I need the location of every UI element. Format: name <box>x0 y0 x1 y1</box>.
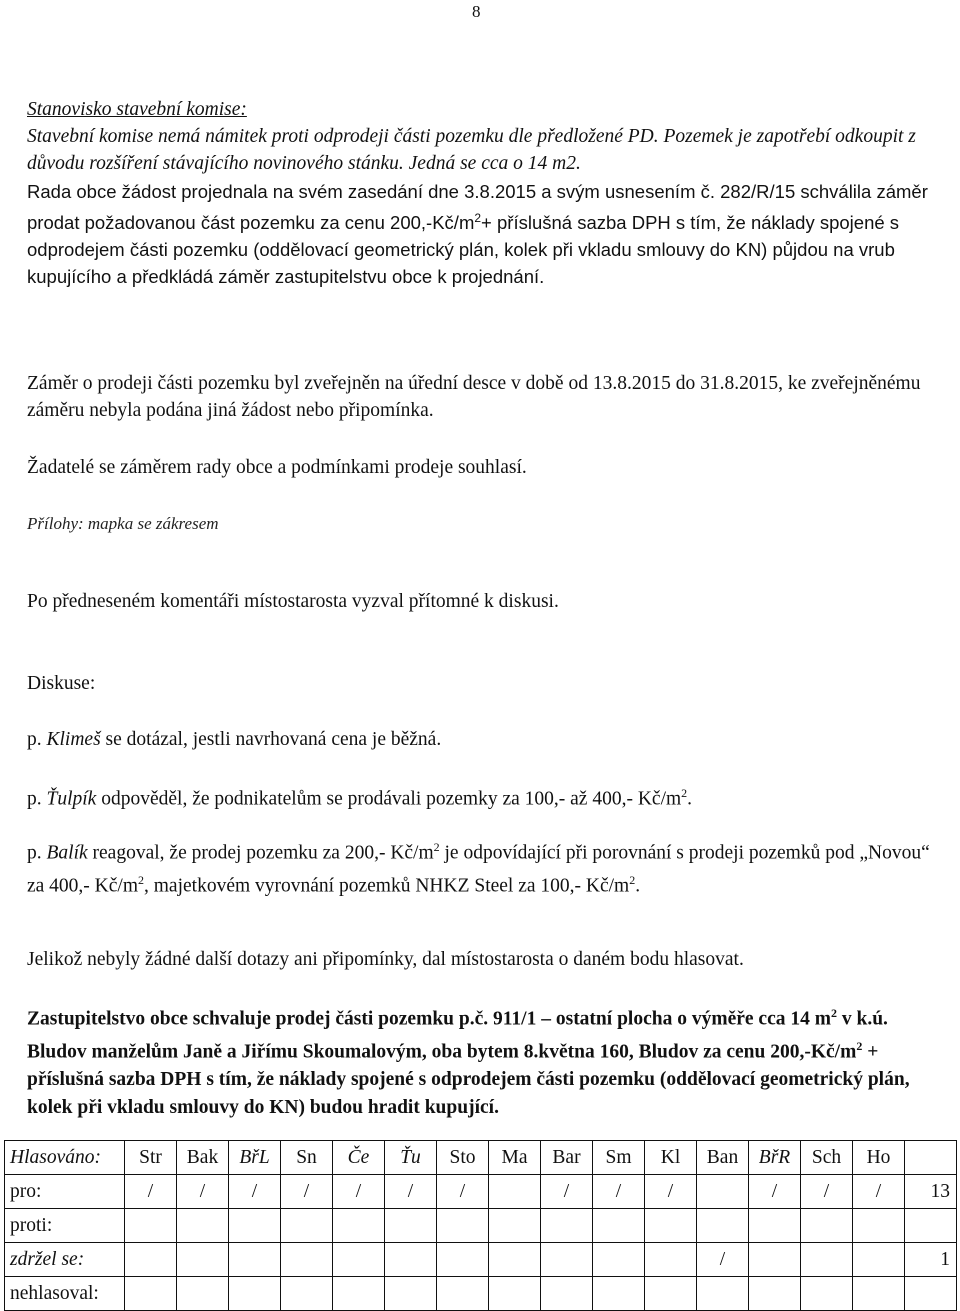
vote-cell <box>489 1209 541 1243</box>
vote-cell <box>853 1277 905 1311</box>
vote-cell <box>645 1209 697 1243</box>
member-3: Sn <box>281 1141 333 1175</box>
vote-cell <box>697 1175 749 1209</box>
member-6: Sto <box>437 1141 489 1175</box>
member-12: BřR <box>749 1141 801 1175</box>
resolution-text-3: + příslušná sazba DPH s tím, že náklady spojené s odprodejem části pozemku (oddělovací geometrický plán, kolek při vkladu smlouvy do KN) budou hradit kupující. <box>27 1041 910 1118</box>
vote-cell: / <box>541 1175 593 1209</box>
vote-row <box>5 1277 957 1311</box>
vote-cell: / <box>853 1175 905 1209</box>
item-sup-1: 2 <box>433 840 440 854</box>
vote-cell <box>801 1209 853 1243</box>
member-8: Bar <box>541 1141 593 1175</box>
vote-cell <box>697 1277 749 1311</box>
vote-header-row <box>5 1141 957 1175</box>
vote-cell: / <box>125 1175 177 1209</box>
vote-cell <box>437 1209 489 1243</box>
speaker-name: Balík <box>46 842 88 864</box>
item-end: . <box>687 788 693 810</box>
member-7: Ma <box>489 1141 541 1175</box>
vote-cell: / <box>749 1175 801 1209</box>
vote-total: 13 <box>905 1175 957 1209</box>
vote-cell <box>489 1243 541 1277</box>
item-prefix: p. <box>27 729 47 750</box>
item-text-2: je odpovídající při porovnání s prodeji pozemků pod „Novou“ za 400,- Kč/m <box>27 842 930 896</box>
item-prefix: p. <box>27 788 47 810</box>
committee-heading: Stanovisko stavební komise: <box>27 99 247 120</box>
member-11: Ban <box>697 1141 749 1175</box>
vote-cell <box>801 1277 853 1311</box>
total-header <box>905 1141 957 1175</box>
vote-cell <box>333 1209 385 1243</box>
vote-cell <box>749 1243 801 1277</box>
vote-cell <box>333 1243 385 1277</box>
vote-cell <box>385 1209 437 1243</box>
resolution-text-1: Zastupitelstvo obce schvaluje prodej části pozemku p.č. 911/1 – ostatní plocha o výměře cca 14 m <box>27 1008 831 1030</box>
vote-cell <box>801 1243 853 1277</box>
member-10: Kl <box>645 1141 697 1175</box>
vote-cell <box>177 1209 229 1243</box>
committee-section <box>27 96 937 177</box>
vote-header-label: Hlasováno: <box>5 1141 125 1175</box>
member-4: Če <box>333 1141 385 1175</box>
vote-cell: / <box>437 1175 489 1209</box>
vote-cell <box>385 1277 437 1311</box>
vote-cell: / <box>385 1175 437 1209</box>
member-13: Sch <box>801 1141 853 1175</box>
item-text: odpověděl, že podnikatelům se prodávali pozemky za 100,- až 400,- Kč/m <box>96 788 682 810</box>
council-paragraph <box>27 178 937 290</box>
vote-cell: / <box>333 1175 385 1209</box>
member-14: Ho <box>853 1141 905 1175</box>
vote-total: 1 <box>905 1243 957 1277</box>
applicants-paragraph: Žadatelé se záměrem rady obce a podmínkami prodeje souhlasí. <box>27 457 527 478</box>
publication-paragraph: Záměr o prodeji části pozemku byl zveřejněn na úřední desce v době od 13.8.2015 do 31.8.2015, ke zveřejněnému záměru nebyla podána jiná žádost nebo připomínka. <box>27 373 921 421</box>
committee-text: Stavební komise nemá námitek proti odprodeji části pozemku dle předložené PD. Pozemek je zapotřebí odkoupit z důvodu rozšíření stávajícího novinového stánku. Jedná se cca o 14 m2. <box>27 126 916 174</box>
vote-cell <box>853 1209 905 1243</box>
council-text-1: Rada obce žádost projednala na svém zasedání dne 3.8.2015 a svým usnesením č. 282/R/15 schválila záměr prodat požadovanou část pozemku za cenu 200,-Kč/m <box>27 181 928 234</box>
vote-cell <box>541 1277 593 1311</box>
discussion-item-tulpik <box>27 780 937 813</box>
member-2: BřL <box>229 1141 281 1175</box>
vote-cell <box>229 1243 281 1277</box>
vote-cell <box>437 1277 489 1311</box>
discussion-item-balik <box>27 834 937 899</box>
vote-cell <box>541 1243 593 1277</box>
vote-total <box>905 1209 957 1243</box>
vote-cell <box>177 1277 229 1311</box>
vote-cell <box>281 1277 333 1311</box>
vote-table-body <box>5 1141 957 1311</box>
item-sup-2: 2 <box>138 872 145 887</box>
vote-total <box>905 1277 957 1311</box>
page-number: 8 <box>472 2 481 21</box>
resolution-paragraph <box>27 1000 937 1121</box>
member-0: Str <box>125 1141 177 1175</box>
vote-cell <box>593 1243 645 1277</box>
vote-cell <box>229 1209 281 1243</box>
vote-cell <box>229 1277 281 1311</box>
discussion-item-klimes <box>27 726 937 753</box>
vote-cell <box>125 1209 177 1243</box>
discussion-heading: Diskuse: <box>27 673 96 694</box>
vote-row-label: zdržel se: <box>5 1243 125 1277</box>
vote-row-label: pro: <box>5 1175 125 1209</box>
vote-row <box>5 1209 957 1243</box>
item-end: . <box>635 875 641 896</box>
vote-cell: / <box>645 1175 697 1209</box>
vote-cell <box>593 1277 645 1311</box>
member-1: Bak <box>177 1141 229 1175</box>
vote-cell <box>281 1243 333 1277</box>
vote-cell <box>749 1277 801 1311</box>
vote-cell: / <box>801 1175 853 1209</box>
item-text-1: reagoval, že prodej pozemku za 200,- Kč/m <box>87 842 434 864</box>
vote-cell: / <box>593 1175 645 1209</box>
speaker-name: Ťulpík <box>46 788 97 810</box>
vote-cell: / <box>177 1175 229 1209</box>
vote-cell <box>437 1243 489 1277</box>
vote-cell <box>853 1243 905 1277</box>
vote-cell: / <box>697 1243 749 1277</box>
vote-cell <box>333 1277 385 1311</box>
item-sup-3: 2 <box>629 872 636 887</box>
vote-row-label: proti: <box>5 1209 125 1243</box>
vote-cell <box>489 1277 541 1311</box>
vote-cell <box>125 1277 177 1311</box>
vote-cell: / <box>229 1175 281 1209</box>
vote-cell <box>385 1243 437 1277</box>
resolution-sup-1: 2 <box>830 1006 837 1020</box>
vote-cell: / <box>281 1175 333 1209</box>
vote-cell <box>645 1277 697 1311</box>
vote-cell <box>177 1243 229 1277</box>
vote-row <box>5 1243 957 1277</box>
item-prefix: p. <box>27 842 47 864</box>
vote-cell <box>125 1243 177 1277</box>
item-text-3: , majetkovém vyrovnání pozemků NHKZ Steel za 100,- Kč/m <box>144 875 630 896</box>
vote-cell <box>281 1209 333 1243</box>
item-sup: 2 <box>681 786 688 800</box>
vote-cell <box>489 1175 541 1209</box>
vote-cell <box>593 1209 645 1243</box>
vote-row <box>5 1175 957 1209</box>
speaker-name: Klimeš <box>46 729 101 750</box>
item-text: se dotázal, jestli navrhovaná cena je běžná. <box>100 729 442 750</box>
council-sup: 2 <box>474 211 482 225</box>
vote-cell <box>697 1209 749 1243</box>
vote-cell <box>541 1209 593 1243</box>
resolution-sup-2: 2 <box>856 1039 863 1053</box>
vote-cell <box>645 1243 697 1277</box>
member-5: Ťu <box>385 1141 437 1175</box>
vote-cell <box>749 1209 801 1243</box>
vote-table <box>4 1140 957 1311</box>
resolution-text-2: v k.ú. Bludov manželům Janě a Jiřímu Skoumalovým, oba bytem 8.května 160, Bludov za cenu 200,-Kč/m <box>27 1008 888 1063</box>
council-text-2: + příslušná sazba DPH s tím, že náklady spojené s odprodejem části pozemku (oddělovací geometrický plán, kolek při vkladu smlouvy do KN) půjdou na vrub kupujícího a předkládá záměr zastupitelstvu obce k projednání. <box>27 212 900 288</box>
attachments-line: Přílohy: mapka se zákresem <box>27 514 219 533</box>
vote-row-label: nehlasoval: <box>5 1277 125 1311</box>
comment-paragraph: Po předneseném komentáři místostarosta vyzval přítomné k diskusi. <box>27 591 559 612</box>
vote-call-paragraph: Jelikož nebyly žádné další dotazy ani připomínky, dal místostarosta o daném bodu hlasovat. <box>27 949 744 970</box>
member-9: Sm <box>593 1141 645 1175</box>
